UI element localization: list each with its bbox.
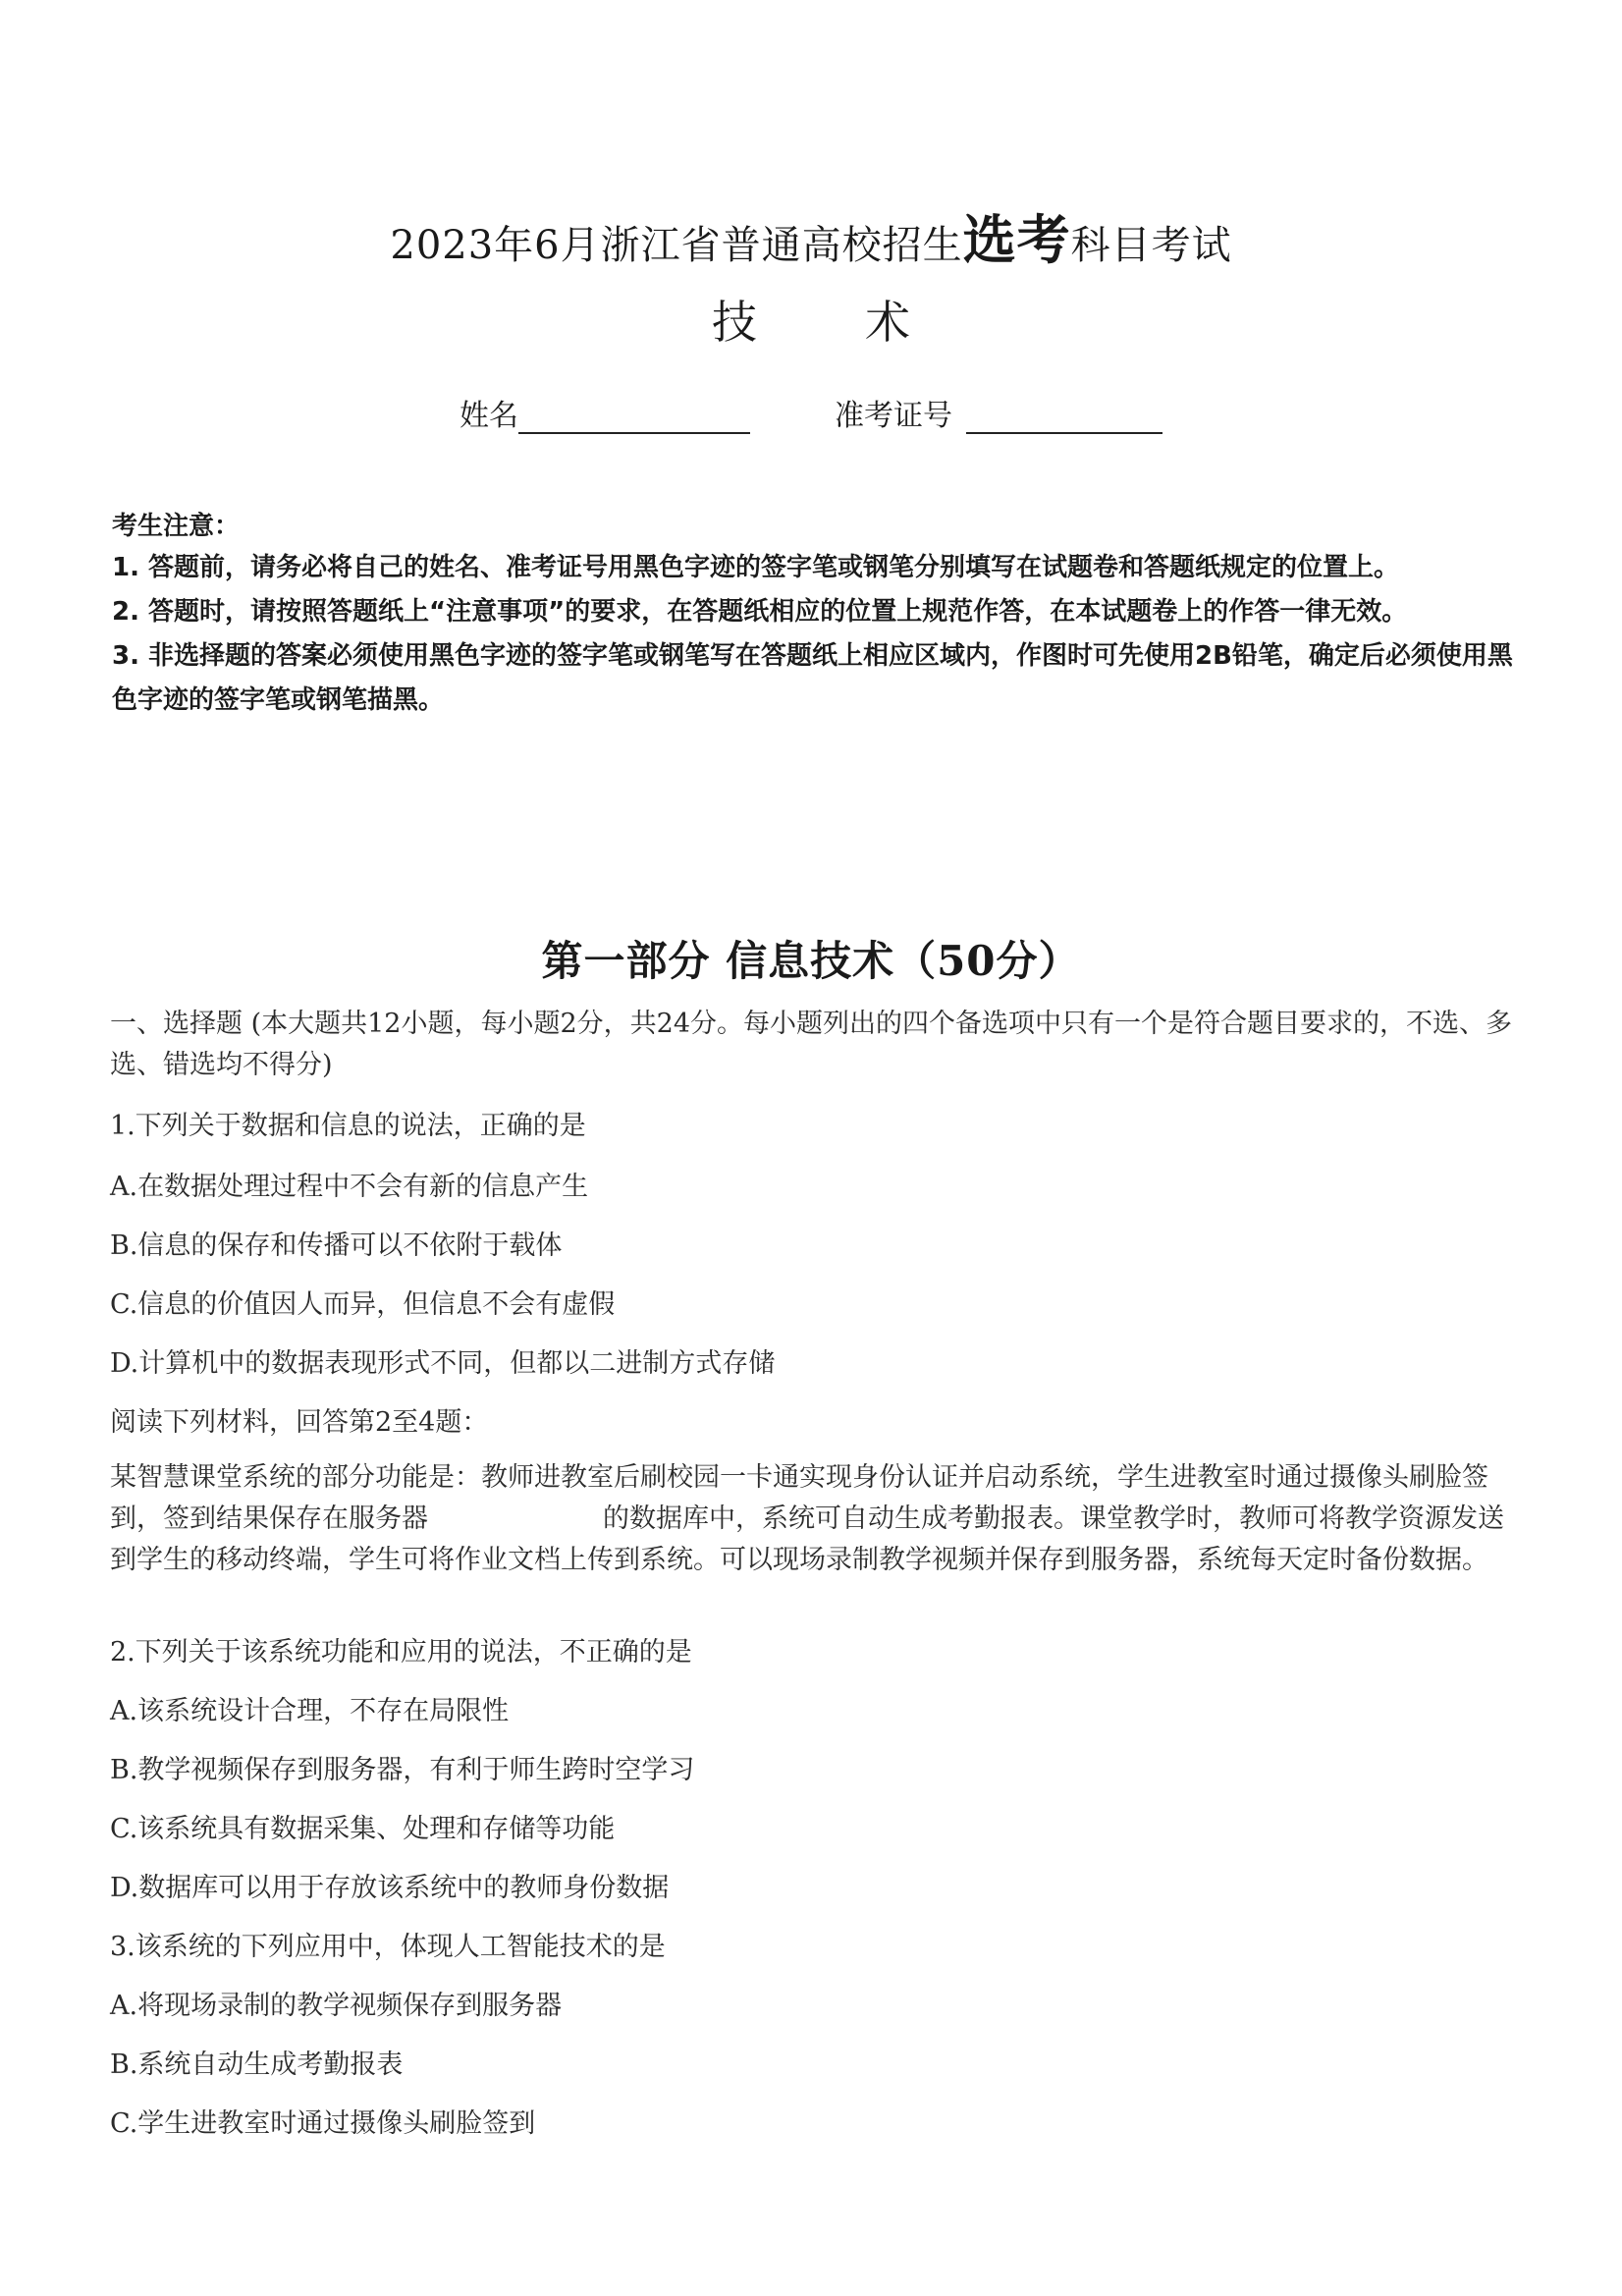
- subject-char-left: 技: [712, 296, 757, 349]
- notice-title: 考生注意：: [112, 512, 241, 541]
- question-3-option-a: A.将现场录制的教学视频保存到服务器: [110, 1991, 563, 2021]
- question-2-option-c: C.该系统具有数据采集、处理和存储等功能: [110, 1814, 616, 1844]
- notice-item: 2. 答题时，请按照答题纸上“注意事项”的要求，在答题纸相应的位置上规范作答，在本试题卷上的作答一律无效。: [112, 597, 1408, 627]
- exam-title-emphasis: 选考: [962, 208, 1071, 271]
- exam-id-label: 准考证号: [835, 399, 952, 433]
- question-3-stem: 3.该系统的下列应用中，体现人工智能技术的是: [110, 1932, 666, 1962]
- notice-item: 1. 答题前，请务必将自己的姓名、准考证号用黑色字迹的签字笔或钢笔分别填写在试题卷和答题纸规定的位置上。: [112, 553, 1400, 582]
- question-2-option-b: B.教学视频保存到服务器，有利于师生跨时空学习: [110, 1755, 695, 1785]
- notice-list: [112, 546, 1526, 723]
- instruction-text: 一、选择题 (本大题共12小题，每小题2分，共24分。每小题列出的四个备选项中只有一个是符合题目要求的，不选、多选、错选均不得分): [110, 1009, 1513, 1080]
- candidate-fields: [0, 391, 1622, 434]
- subject-title: [0, 287, 1622, 352]
- question-3-option-c: C.学生进教室时通过摄像头刷脸签到: [110, 2108, 536, 2139]
- material-part1: 某智慧课堂系统的部分功能是：教师进教室后刷校园一卡通实现身份认证并启动系统，学生进教室时通过摄像头刷脸签到，签到结果保存在服务器: [110, 1462, 1488, 1534]
- question-2-stem: 2.下列关于该系统功能和应用的说法，不正确的是: [110, 1637, 692, 1667]
- question-1-option-d: D.计算机中的数据表现形式不同，但都以二进制方式存储: [110, 1348, 776, 1379]
- question-1-option-c: C.信息的价值因人而异，但信息不会有虚假: [110, 1289, 616, 1320]
- exam-title-part1: 2023年6月浙江省普通高校招生: [390, 223, 963, 268]
- question-3-option-b: B.系统自动生成考勤报表: [110, 2050, 404, 2080]
- exam-id-blank: [966, 399, 1162, 434]
- question-2-option-d: D.数据库可以用于存放该系统中的教师身份数据: [110, 1873, 670, 1903]
- reading-intro: 阅读下列材料，回答第2至4题：: [110, 1407, 489, 1438]
- name-blank: [518, 399, 750, 434]
- question-1-stem: 1.下列关于数据和信息的说法，正确的是: [110, 1111, 586, 1141]
- material-part2: 的数据库中，系统可自动生成考勤报表。课堂教学时，教师可将教学资源发送到学生的移动终端，学生可将作业文档上传到系统。可以现场录制教学视频并保存到服务器，系统每天定时备份数据。: [110, 1503, 1504, 1575]
- subject-char-right: 术: [865, 296, 910, 349]
- question-1-option-b: B.信息的保存和传播可以不依附于载体: [110, 1230, 563, 1261]
- exam-title: [0, 198, 1622, 274]
- question-2-option-a: A.该系统设计合理，不存在局限性: [110, 1696, 510, 1726]
- section-title: 第一部分 信息技术（50分）: [541, 937, 1081, 985]
- reading-material: [110, 1457, 1524, 1581]
- name-label: 姓名: [460, 399, 518, 433]
- question-1-option-a: A.在数据处理过程中不会有新的信息产生: [110, 1172, 589, 1202]
- notice-item: 3. 非选择题的答案必须使用黑色字迹的签字笔或钢笔写在答题纸上相应区域内，作图时可先使用2B铅笔，确定后必须使用黑色字迹的签字笔或钢笔描黑。: [112, 641, 1513, 715]
- exam-title-part2: 科目考试: [1070, 223, 1232, 268]
